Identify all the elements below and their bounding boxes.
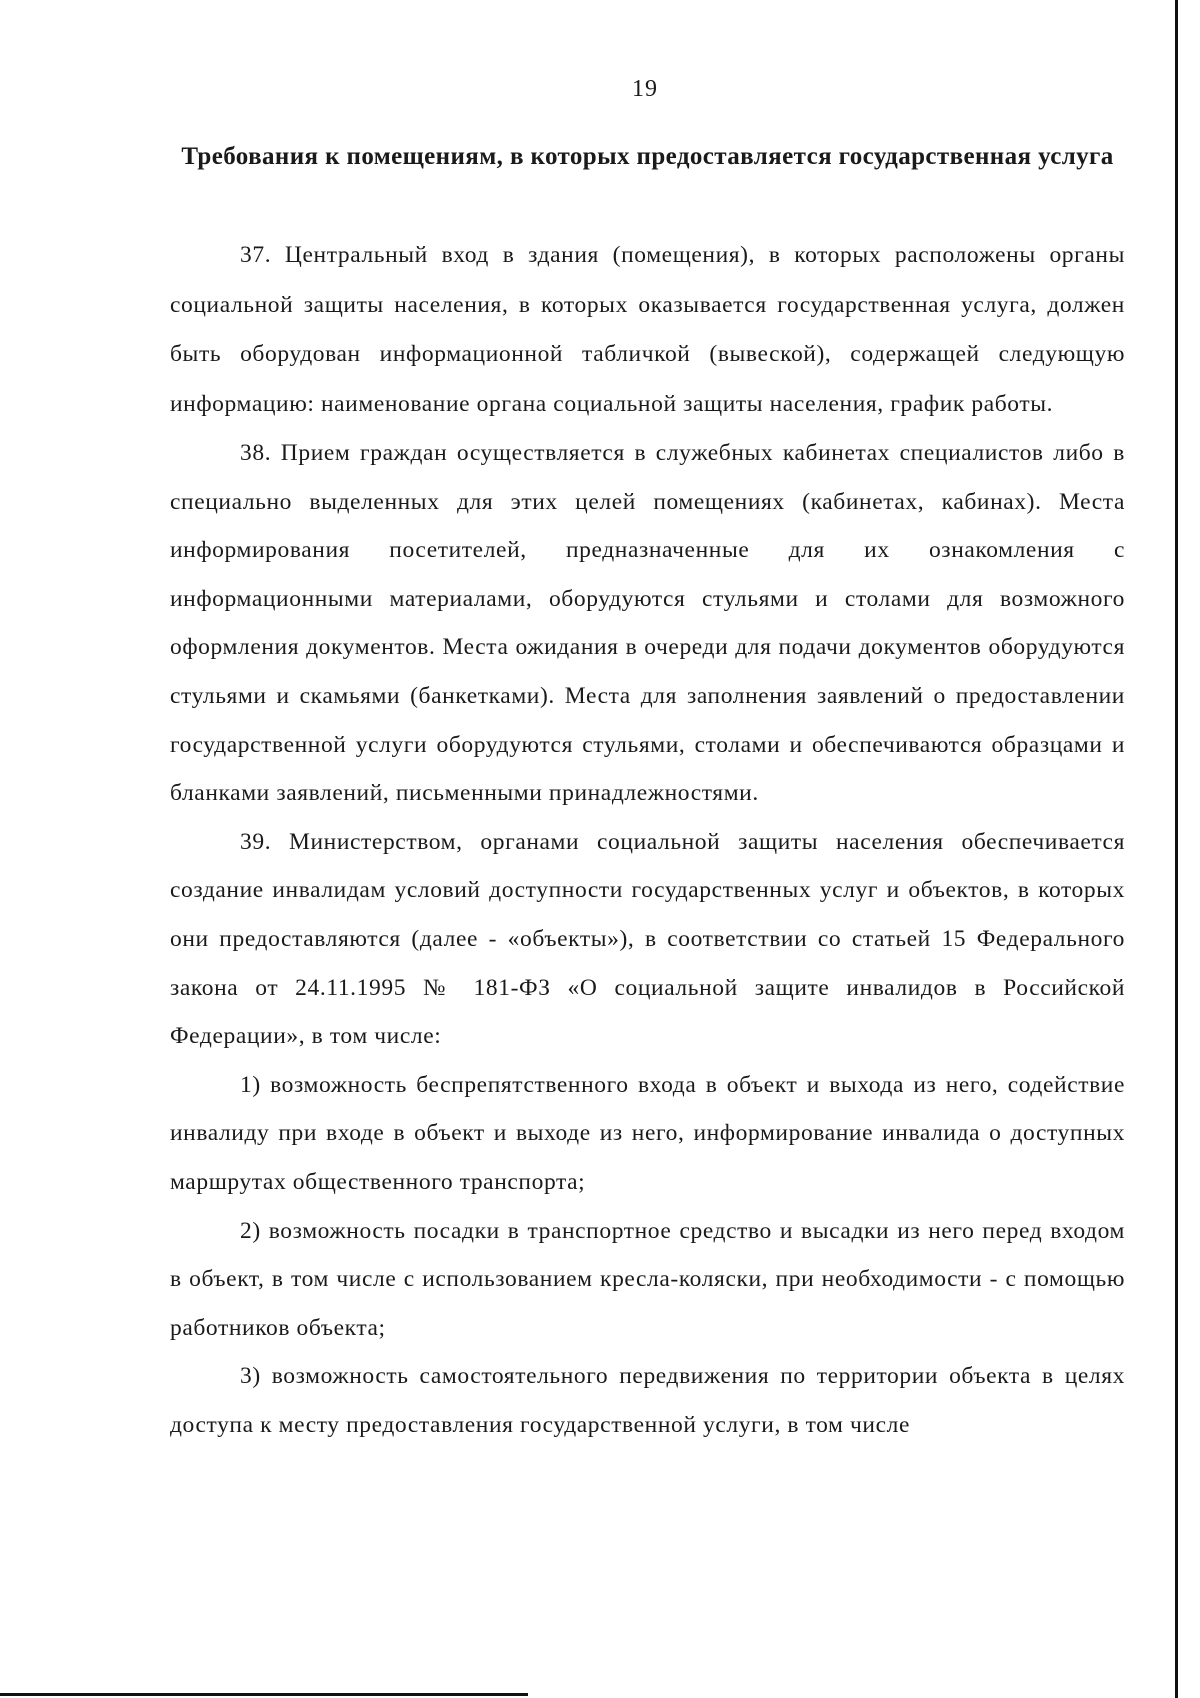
bottom-scan-border xyxy=(0,1693,528,1696)
section-heading: Требования к помещениям, в которых предоставляется государственная услуга xyxy=(181,143,1114,170)
paragraph-39: 39. Министерством, органами социальной защиты населения обеспечивается создание инвалидам условий доступности государственных услуг и объектов, в которых они предоставляются (далее - «объекты»), в соответствии со статьей 15 Федерального закона от 24.11.1995 № 181-ФЗ «О социальной защите инвалидов в Российской Федерации», в том числе: xyxy=(170,828,1125,1050)
list-item-3: 3) возможность самостоятельного передвижения по территории объекта в целях доступа к месту предоставления государственной услуги, в том числе xyxy=(170,1363,1125,1438)
right-scan-border xyxy=(1175,0,1178,1698)
list-item-2: 2) возможность посадки в транспортное средство и высадки из него перед входом в объект, в том числе с использованием кресла-коляски, при необходимости - с помощью работников объекта; xyxy=(170,1217,1125,1341)
list-item-1: 1) возможность беспрепятственного входа в объект и выхода из него, содействие инвалиду при входе в объект и выходе из него, информирование инвалида о доступных маршрутах общественного транспорта; xyxy=(170,1071,1125,1195)
paragraph-38: 38. Прием граждан осуществляется в служебных кабинетах специалистов либо в специально выделенных для этих целей помещениях (кабинетах, кабинах). Места информирования посетителей, предназначенные для их ознакомления с информационными материалами, оборудуются стульями и столами для возможного оформления документов. Места ожидания в очереди для подачи документов оборудуются стульями и скамьями (банкетками). Места для заполнения заявлений о предоставлении государственной услуги оборудуются стульями, столами и обеспечиваются образцами и бланками заявлений, письменными принадлежностями. xyxy=(170,440,1125,807)
document-body xyxy=(170,231,1125,1449)
page-number: 19 xyxy=(632,76,658,102)
paragraph-37: 37. Центральный вход в здания (помещения), в которых расположены органы социальной защиты населения, в которых оказывается государственная услуга, должен быть оборудован информационной табличкой (вывеской), содержащей следующую информацию: наименование органа социальной защиты населения, график работы. xyxy=(170,242,1125,417)
